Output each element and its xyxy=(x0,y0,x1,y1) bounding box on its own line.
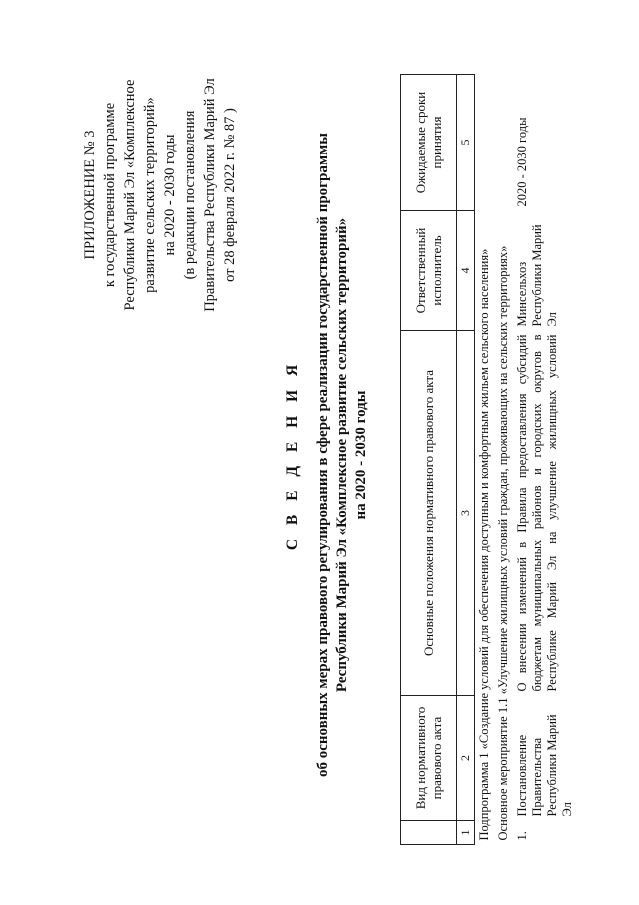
measures-table xyxy=(400,74,577,845)
title-line: Республики Марий Эл «Комплексное развитие сельских территорий» xyxy=(334,217,350,693)
row-term: 2020 - 2030 годы xyxy=(515,117,529,207)
row-number: 1. xyxy=(515,831,529,841)
column-number: 3 xyxy=(457,331,475,696)
column-number: 5 xyxy=(457,75,475,211)
title-heading: С В Е Д Е Н И Я xyxy=(284,359,301,551)
column-number: 1 xyxy=(457,821,475,845)
title-line: об основных мерах правового регулирования в сфере реализации государственной программы xyxy=(315,133,331,777)
appendix-line: от 28 февраля 2022 г. № 87 ) xyxy=(222,108,238,282)
column-number-row xyxy=(457,75,475,845)
column-number: 2 xyxy=(457,696,475,821)
row-executor: Минсельхоз Республики Марий Эл xyxy=(515,224,559,327)
main-measure-title: Основное мероприятие 1.1 «Улучшение жилищных условий граждан, проживающих на сельских территориях» xyxy=(496,245,510,841)
appendix-line: Правительства Республики Марий Эл xyxy=(202,78,218,312)
table-row xyxy=(513,75,577,845)
appendix-line: ПРИЛОЖЕНИЕ № 3 xyxy=(82,130,98,260)
header-cell-executor: Ответственный исполнитель xyxy=(401,211,457,331)
row-provisions: О внесении изменений в Правила предоставления субсидий бюджетам муниципальных районов и городских округов в Республике Марий Эл на улучшение жилищных условий xyxy=(515,334,559,692)
document-title xyxy=(283,105,371,805)
appendix-line: на 2020 - 2030 годы xyxy=(162,134,178,256)
subprogram-title: Подпрограмма 1 «Создание условий для обеспечения доступным и комфортным жильем сельского населения» xyxy=(477,248,491,841)
header-cell-term: Ожидаемые сроки принятия xyxy=(401,75,457,211)
column-number: 4 xyxy=(457,211,475,331)
row-act-type: Постановление Правительства Республики Марий Эл xyxy=(515,714,574,817)
main-measure-row xyxy=(494,75,513,845)
header-cell-act-type: Вид нормативного правового акта xyxy=(401,696,457,821)
header-cell-provisions: Основные положения нормативного правового акта xyxy=(401,331,457,696)
table-header-row xyxy=(401,75,457,845)
appendix-line: к государственной программе xyxy=(102,102,118,288)
subprogram-row xyxy=(475,75,495,845)
appendix-line: (в редакции постановления xyxy=(182,110,198,280)
header-cell-number xyxy=(401,821,457,845)
title-line: на 2020 - 2030 годы xyxy=(353,390,369,520)
appendix-line: развитие сельских территорий» xyxy=(142,97,158,293)
appendix-block xyxy=(80,60,240,330)
appendix-line: Республики Марий Эл «Комплексное xyxy=(122,79,138,311)
